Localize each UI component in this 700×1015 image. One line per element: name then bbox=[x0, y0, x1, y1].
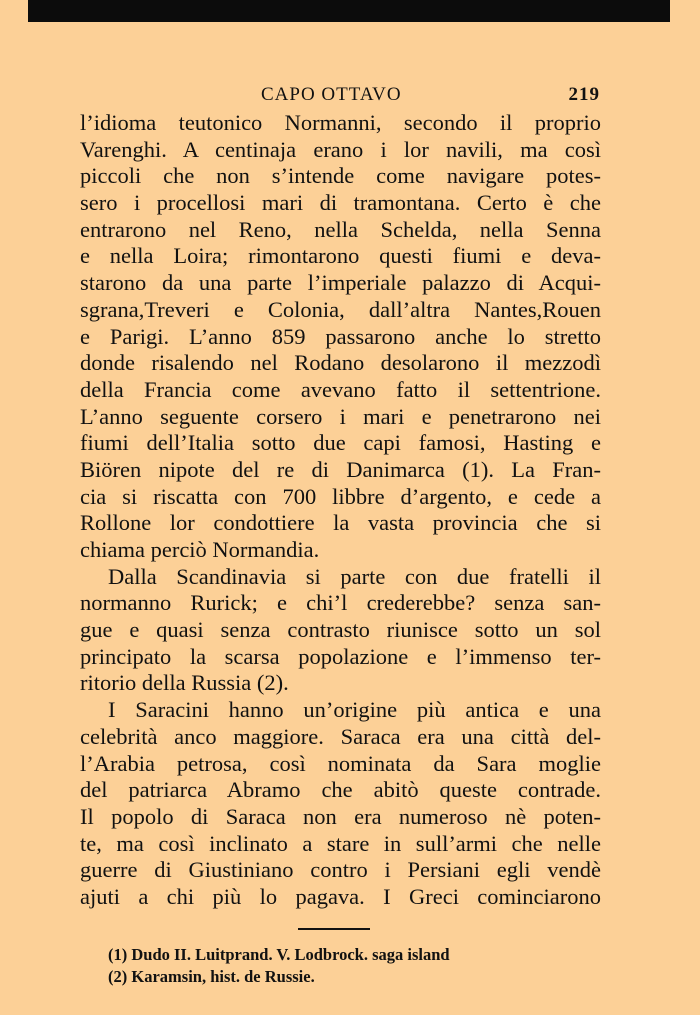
text-line: sgrana,Treveri e Colonia, dall’altra Nantes,Rouen bbox=[80, 296, 601, 322]
text-line: starono da una parte l’imperiale palazzo di Acqui- bbox=[80, 270, 601, 296]
text-line: chiama perciò Normandia. bbox=[80, 537, 320, 562]
top-scan-border bbox=[28, 0, 670, 22]
text-line: donde risalendo nel Rodano desolarono il mezzodì bbox=[80, 350, 601, 376]
text-line: l’idioma teutonico Normanni, secondo il proprio bbox=[80, 110, 601, 135]
text-line: e nella Loira; rimontarono questi fiumi e deva- bbox=[80, 243, 601, 269]
text-line: cia si riscatta con 700 libbre d’argento, e cede a bbox=[80, 483, 601, 509]
page-number: 219 bbox=[568, 84, 600, 105]
text-line: Il popolo di Saraca non era numeroso nè poten- bbox=[80, 803, 601, 829]
footnotes bbox=[108, 944, 578, 988]
text-line: Rollone lor condottiere la vasta provincia che si bbox=[80, 510, 601, 536]
text-line: normanno Rurick; e chi’l crederebbe? senza san- bbox=[80, 590, 601, 616]
text-line: celebrità anco maggiore. Saraca era una città del- bbox=[80, 723, 601, 749]
text-line: ajuti a chi più lo pagava. I Greci cominciarono bbox=[80, 883, 601, 909]
text-line: Dalla Scandinavia si parte con due fratelli il bbox=[108, 563, 601, 589]
text-line: entrarono nel Reno, nella Schelda, nella Senna bbox=[80, 216, 601, 242]
text-line: guerre di Giustiniano contro i Persiani egli vendè bbox=[80, 857, 601, 883]
text-line: Varenghi. A centinaja erano i lor navili, ma così bbox=[80, 136, 601, 162]
text-line: Biören nipote del re di Danimarca (1). La Fran- bbox=[80, 456, 601, 482]
footnote: (2) Karamsin, hist. de Russie. bbox=[108, 967, 315, 986]
text-line: del patriarca Abramo che abitò queste contrade. bbox=[80, 777, 601, 803]
text-line: piccoli che non s’intende come navigare potes- bbox=[80, 163, 601, 189]
text-line: sero i procellosi mari di tramontana. Certo è che bbox=[80, 190, 601, 216]
text-line: principato la scarsa popolazione e l’immenso ter- bbox=[80, 643, 601, 669]
body-text bbox=[80, 110, 601, 911]
text-line: fiumi dell’Italia sotto due capi famosi, Hasting e bbox=[80, 430, 601, 456]
text-line: e Parigi. L’anno 859 passarono anche lo stretto bbox=[80, 323, 601, 349]
footnote: (1) Dudo II. Luitprand. V. Lodbrock. saga island bbox=[108, 945, 450, 964]
text-line: I Saracini hanno un’origine più antica e una bbox=[108, 697, 601, 723]
chapter-title: CAPO OTTAVO bbox=[261, 84, 402, 105]
text-line: gue e quasi senza contrasto riunisce sotto un sol bbox=[80, 617, 601, 643]
text-line: te, ma così inclinato a stare in sull’armi che nelle bbox=[80, 830, 601, 856]
text-line: ritorio della Russia (2). bbox=[80, 670, 289, 696]
text-line: della Francia come avevano fatto il settentrione. bbox=[80, 376, 601, 402]
text-line: l’Arabia petrosa, così nominata da Sara moglie bbox=[80, 750, 601, 776]
text-line: L’anno seguente corsero i mari e penetrarono nei bbox=[80, 403, 601, 429]
running-head bbox=[80, 84, 600, 110]
footnote-rule bbox=[298, 928, 370, 930]
